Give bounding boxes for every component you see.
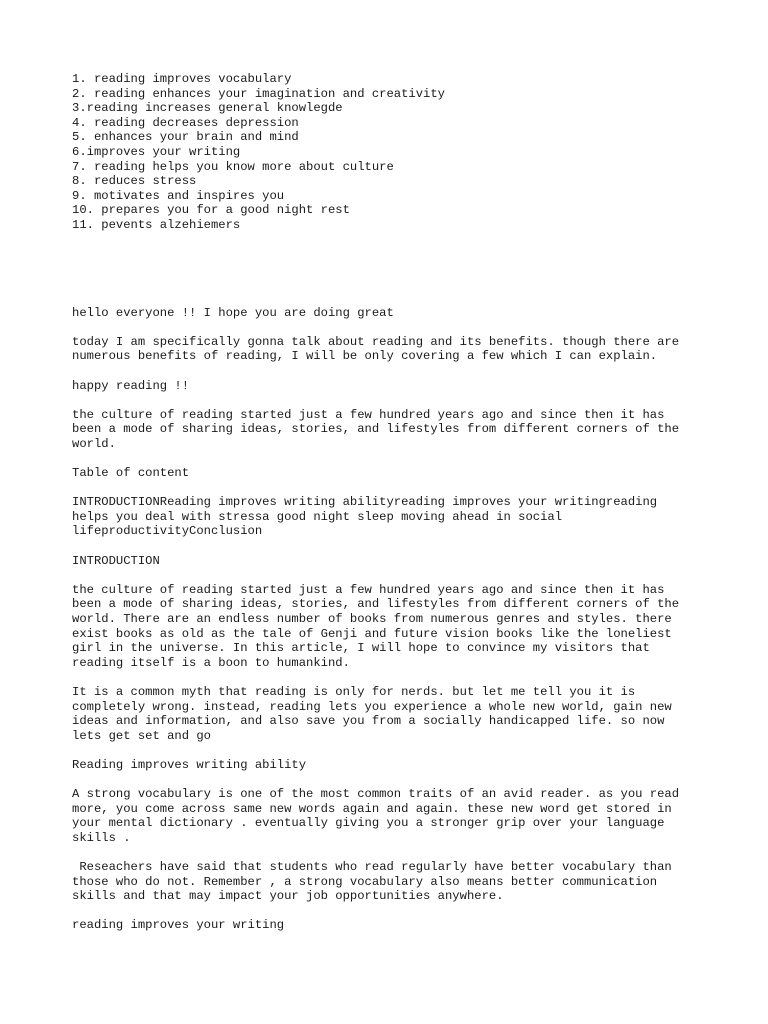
happy-reading: happy reading !! (72, 378, 190, 393)
list-item: 2. reading enhances your imagination and creativity (72, 86, 445, 101)
list-item: 9. motivates and inspires you (72, 188, 285, 203)
list-item: 10. prepares you for a good night rest (72, 203, 350, 218)
list-item: 4. reading decreases depression (72, 115, 299, 130)
list-item: 8. reduces stress (72, 174, 197, 189)
list-item: 1. reading improves vocabulary (72, 72, 292, 86)
introduction-paragraph: the culture of reading started just a few hundred years ago and since then it has been a mode of sharing ideas, stories, and lifestyles from different corners of the world. There are an endless number of books from numerous genres and styles. there exist books as old as the tale of Genji and future vision books like the loneliest girl in the universe. In this article, I will hope to convince my visitors that reading itself is a boon to humankind. (72, 582, 680, 670)
section-heading-writing-ability: Reading improves writing ability (72, 757, 307, 772)
benefits-list (72, 72, 712, 233)
list-item: 5. enhances your brain and mind (72, 130, 299, 145)
myth-paragraph: It is a common myth that reading is only for nerds. but let me tell you it is completely wrong. instead, reading lets you experience a whole new world, gain new ideas and information, and also save you from a socially handicapped life. so now lets get set and go (72, 684, 672, 743)
list-item: 3.reading increases general knowlegde (72, 101, 343, 116)
culture-paragraph: the culture of reading started just a few hundred years ago and since then it has been a mode of sharing ideas, stories, and lifestyles from different corners of the world. (72, 407, 680, 451)
toc-entries: INTRODUCTIONReading improves writing abilityreading improves your writingreading helps you deal with stressa good night sleep moving ahead in social lifeproductivityConclusion (72, 495, 658, 539)
section-heading-writing: reading improves your writing (72, 918, 285, 933)
document-page (72, 72, 712, 948)
spacer (72, 233, 712, 306)
toc-heading: Table of content (72, 466, 190, 481)
list-item: 11. pevents alzehiemers (72, 217, 241, 232)
list-item: 6.improves your writing (72, 144, 241, 159)
greeting: hello everyone !! I hope you are doing great (72, 305, 394, 320)
vocabulary-paragraph: A strong vocabulary is one of the most common traits of an avid reader. as you read more, you come across same new words again and again. these new word get stored in your mental dictionary . eventually giving you a stronger grip over your language skills . (72, 787, 680, 845)
research-paragraph: Reseachers have said that students who read regularly have better vocabulary than those who do not. Remember , a strong vocabulary also means better communication skills and that may impact your job opportunities anywhere. (72, 860, 672, 904)
section-heading-introduction: INTRODUCTION (72, 553, 160, 568)
article-body (72, 306, 712, 934)
list-item: 7. reading helps you know more about culture (72, 159, 394, 174)
intro-paragraph: today I am specifically gonna talk about reading and its benefits. though there are numerous benefits of reading, I will be only covering a few which I can explain. (72, 334, 680, 364)
